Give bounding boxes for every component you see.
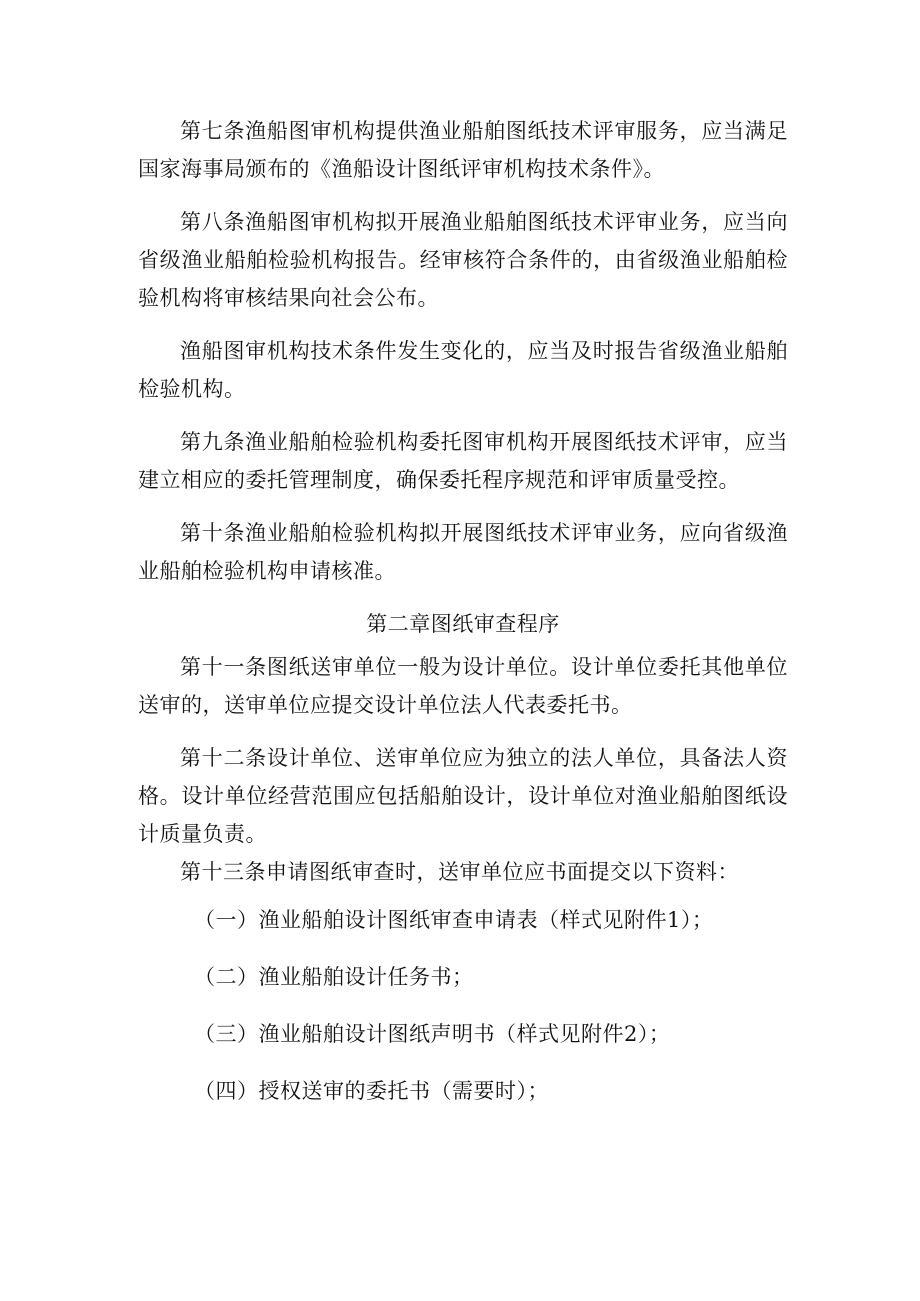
article-8-continuation-paragraph: 渔船图审机构技术条件发生变化的，应当及时报告省级渔业船舶检验机构。 [138, 339, 788, 401]
article-11-paragraph: 第十一条图纸送审单位一般为设计单位。设计单位委托其他单位送审的，送审单位应提交设计单位法人代表委托书。 [138, 655, 788, 717]
list-item: （三）渔业船舶设计图纸声明书（样式见附件2）； [194, 1022, 671, 1046]
article-7-paragraph: 第七条渔船图审机构提供渔业船舶图纸技术评审服务，应当满足国家海事局颁布的《渔船设计图纸评审机构技术条件》。 [138, 119, 788, 181]
list-item: （四）授权送审的委托书（需要时）； [194, 1079, 549, 1103]
document-body [138, 112, 788, 1110]
article-9-paragraph: 第九条渔业船舶检验机构委托图审机构开展图纸技术评审，应当建立相应的委托管理制度，确保委托程序规范和评审质量受控。 [138, 430, 788, 492]
article-13-paragraph: 第十三条申请图纸审查时，送审单位应书面提交以下资料： [180, 860, 739, 884]
list-item: （二）渔业船舶设计任务书； [194, 965, 474, 989]
article-8-paragraph: 第八条渔船图审机构拟开展渔业船舶图纸技术评审业务，应当向省级渔业船舶检验机构报告。经审核符合条件的，由省级渔业船舶检验机构将审核结果向社会公布。 [138, 210, 788, 310]
list-item: （一）渔业船舶设计图纸审查申请表（样式见附件1）； [194, 908, 714, 932]
chapter-heading: 第二章图纸审查程序 [366, 612, 560, 636]
article-12-paragraph: 第十二条设计单位、送审单位应为独立的法人单位，具备法人资格。设计单位经营范围应包括船舶设计，设计单位对渔业船舶图纸设计质量负责。 [138, 746, 788, 846]
article-10-paragraph: 第十条渔业船舶检验机构拟开展图纸技术评审业务，应向省级渔业船舶检验机构申请核准。 [138, 521, 788, 583]
